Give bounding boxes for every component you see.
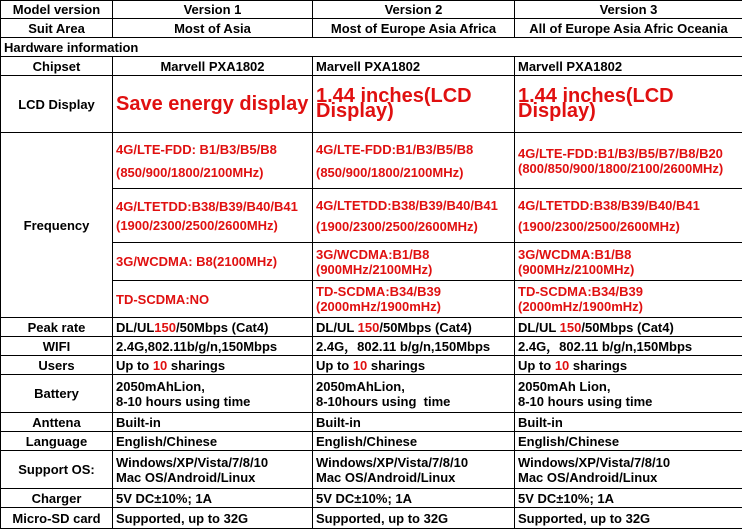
version-2-header: Version 2	[313, 1, 515, 19]
suit-area-label: Suit Area	[1, 19, 113, 38]
wcdma-v1-bands: 3G/WCDMA: B8(2100MHz)	[116, 254, 309, 269]
language-row	[1, 432, 742, 451]
sd-card-v1: Supported, up to 32G	[113, 508, 313, 529]
lcd-label: LCD Display	[1, 76, 113, 133]
language-label: Language	[1, 432, 113, 451]
os-v1-windows: Windows/XP/Vista/7/8/10	[116, 455, 309, 470]
users-v2-highlight: 10	[353, 358, 367, 373]
frequency-label: Frequency	[1, 133, 113, 318]
language-v1: English/Chinese	[113, 432, 313, 451]
wcdma-v3	[515, 243, 742, 281]
battery-v1	[113, 375, 313, 413]
chipset-label: Chipset	[1, 57, 113, 76]
tdd-v3-bands: 4G/LTETDD:B38/B39/B40/B41	[518, 198, 739, 213]
version-1-header: Version 1	[113, 1, 313, 19]
frequency-wcdma-row	[1, 243, 742, 281]
wifi-v2: 2.4G，802.11 b/g/n,150Mbps	[313, 337, 515, 356]
peak-rate-v2	[313, 318, 515, 337]
peak-rate-v1-post: /50Mbps (Cat4)	[176, 320, 268, 335]
antenna-v3: Built-in	[515, 413, 742, 432]
os-v1-others: Mac OS/Android/Linux	[116, 470, 309, 485]
os-v2	[313, 451, 515, 489]
fdd-v2	[313, 133, 515, 189]
fdd-v2-bands: 4G/LTE-FDD:B1/B3/B5/B8	[316, 142, 511, 157]
peak-rate-v3	[515, 318, 742, 337]
wcdma-v2	[313, 243, 515, 281]
wifi-label: WIFI	[1, 337, 113, 356]
sd-card-v3: Supported, up to 32G	[515, 508, 742, 529]
charger-v2: 5V DC±10%; 1A	[313, 489, 515, 508]
suit-area-row	[1, 19, 742, 38]
fdd-v1-bands: 4G/LTE-FDD: B1/B3/B5/B8	[116, 142, 309, 157]
battery-v1-runtime: 8-10 hours using time	[116, 394, 309, 409]
battery-row	[1, 375, 742, 413]
os-v3	[515, 451, 742, 489]
wcdma-v1	[113, 243, 313, 281]
battery-v2-capacity: 2050mAhLion,	[316, 379, 511, 394]
frequency-fdd-row	[1, 133, 742, 189]
wifi-v1: 2.4G,802.11b/g/n,150Mbps	[113, 337, 313, 356]
fdd-v3-bands: 4G/LTE-FDD:B1/B3/B5/B7/B8/B20	[518, 146, 739, 161]
os-v2-windows: Windows/XP/Vista/7/8/10	[316, 455, 511, 470]
lcd-row	[1, 76, 742, 133]
tdscdma-v1	[113, 281, 313, 318]
battery-v3-runtime: 8-10 hours using time	[518, 394, 739, 409]
tdscdma-v2	[313, 281, 515, 318]
peak-rate-v3-highlight: 150	[560, 320, 582, 335]
charger-row	[1, 489, 742, 508]
battery-v3	[515, 375, 742, 413]
tdd-v1	[113, 189, 313, 243]
wcdma-v3-bands: 3G/WCDMA:B1/B8	[518, 247, 739, 262]
tdscdma-v3-bands: TD-SCDMA:B34/B39	[518, 284, 739, 299]
hardware-section-title: Hardware information	[1, 38, 742, 57]
header-label: Model version	[1, 1, 113, 19]
fdd-v3	[515, 133, 742, 189]
sd-card-label: Micro-SD card	[1, 508, 113, 529]
peak-rate-v2-highlight: 150	[358, 320, 380, 335]
chipset-v3: Marvell PXA1802	[515, 57, 742, 76]
tdd-v1-mhz: (1900/2300/2500/2600MHz)	[116, 218, 309, 233]
fdd-v1	[113, 133, 313, 189]
language-v3: English/Chinese	[515, 432, 742, 451]
suit-area-v2: Most of Europe Asia Africa	[313, 19, 515, 38]
version-3-header: Version 3	[515, 1, 742, 19]
sd-card-v2: Supported, up to 32G	[313, 508, 515, 529]
suit-area-v1: Most of Asia	[113, 19, 313, 38]
os-v1	[113, 451, 313, 489]
users-v1-highlight: 10	[153, 358, 167, 373]
battery-v2-runtime: 8-10hours using time	[316, 394, 511, 409]
battery-label: Battery	[1, 375, 113, 413]
peak-rate-label: Peak rate	[1, 318, 113, 337]
tdscdma-v2-bands: TD-SCDMA:B34/B39	[316, 284, 511, 299]
antenna-v2: Built-in	[313, 413, 515, 432]
users-v1	[113, 356, 313, 375]
tdscdma-v1-bands: TD-SCDMA:NO	[116, 292, 309, 307]
suit-area-v3: All of Europe Asia Afric Oceania	[515, 19, 742, 38]
users-label: Users	[1, 356, 113, 375]
wcdma-v2-mhz: (900MHz/2100MHz)	[316, 262, 511, 277]
fdd-v2-mhz: (850/900/1800/2100MHz)	[316, 165, 511, 180]
fdd-v1-mhz: (850/900/1800/2100MHz)	[116, 165, 309, 180]
tdd-v2	[313, 189, 515, 243]
battery-v3-capacity: 2050mAh Lion,	[518, 379, 739, 394]
tdscdma-v3-mhz: (2000mHz/1900mHz)	[518, 299, 739, 314]
charger-label: Charger	[1, 489, 113, 508]
peak-rate-v3-pre: DL/UL	[518, 320, 560, 335]
sd-card-row	[1, 508, 742, 529]
peak-rate-v1-pre: DL/UL	[116, 320, 154, 335]
peak-rate-v2-post: /50Mbps (Cat4)	[379, 320, 471, 335]
header-row	[1, 1, 742, 19]
users-v3-highlight: 10	[555, 358, 569, 373]
tdscdma-v2-mhz: (2000mHz/1900mHz)	[316, 299, 511, 314]
users-v2-post: sharings	[367, 358, 425, 373]
lcd-v2: 1.44 inches(LCD Display)	[313, 76, 515, 133]
charger-v3: 5V DC±10%; 1A	[515, 489, 742, 508]
users-v3	[515, 356, 742, 375]
peak-rate-v1	[113, 318, 313, 337]
battery-v1-capacity: 2050mAhLion,	[116, 379, 309, 394]
chipset-v1: Marvell PXA1802	[113, 57, 313, 76]
wifi-row	[1, 337, 742, 356]
users-row	[1, 356, 742, 375]
tdd-v2-bands: 4G/LTETDD:B38/B39/B40/B41	[316, 198, 511, 213]
wcdma-v3-mhz: (900MHz/2100MHz)	[518, 262, 739, 277]
os-label: Support OS:	[1, 451, 113, 489]
tdd-v3-mhz: (1900/2300/2500/2600MHz)	[518, 219, 739, 234]
users-v3-pre: Up to	[518, 358, 555, 373]
language-v2: English/Chinese	[313, 432, 515, 451]
os-v3-windows: Windows/XP/Vista/7/8/10	[518, 455, 739, 470]
tdd-v1-bands: 4G/LTETDD:B38/B39/B40/B41	[116, 199, 309, 214]
antenna-label: Anttena	[1, 413, 113, 432]
os-v2-others: Mac OS/Android/Linux	[316, 470, 511, 485]
tdscdma-v3	[515, 281, 742, 318]
chipset-row	[1, 57, 742, 76]
peak-rate-v3-post: /50Mbps (Cat4)	[581, 320, 673, 335]
users-v1-pre: Up to	[116, 358, 153, 373]
wifi-v3: 2.4G，802.11 b/g/n,150Mbps	[515, 337, 742, 356]
chipset-v2: Marvell PXA1802	[313, 57, 515, 76]
antenna-row	[1, 413, 742, 432]
tdd-v2-mhz: (1900/2300/2500/2600MHz)	[316, 219, 511, 234]
users-v1-post: sharings	[167, 358, 225, 373]
lcd-v3: 1.44 inches(LCD Display)	[515, 76, 742, 133]
os-v3-others: Mac OS/Android/Linux	[518, 470, 739, 485]
fdd-v3-mhz: (800/850/900/1800/2100/2600MHz)	[518, 161, 739, 176]
tdd-v3	[515, 189, 742, 243]
lcd-v1: Save energy display	[113, 76, 313, 133]
os-row	[1, 451, 742, 489]
antenna-v1: Built-in	[113, 413, 313, 432]
peak-rate-v1-highlight: 150	[154, 320, 176, 335]
peak-rate-v2-pre: DL/UL	[316, 320, 358, 335]
frequency-tdd-row	[1, 189, 742, 243]
users-v2	[313, 356, 515, 375]
wcdma-v2-bands: 3G/WCDMA:B1/B8	[316, 247, 511, 262]
peak-rate-row	[1, 318, 742, 337]
hardware-section-row	[1, 38, 742, 57]
users-v3-post: sharings	[569, 358, 627, 373]
frequency-tdscdma-row	[1, 281, 742, 318]
battery-v2	[313, 375, 515, 413]
users-v2-pre: Up to	[316, 358, 353, 373]
charger-v1: 5V DC±10%; 1A	[113, 489, 313, 508]
